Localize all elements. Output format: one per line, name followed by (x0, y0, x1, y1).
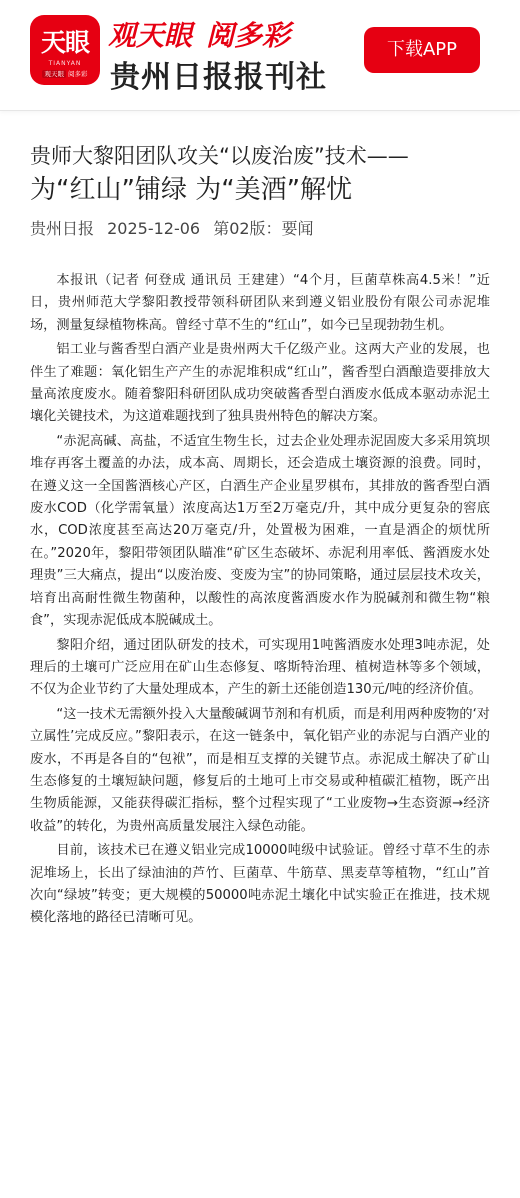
article-title: 为“红山”铺绿 为“美酒”解忧 (30, 175, 353, 205)
brand-name: 贵州日报报刊社 (110, 60, 327, 95)
article-kicker: 贵师大黎阳团队攻关“以废治废”技术—— (30, 144, 409, 168)
article-source: 贵州日报 (30, 219, 95, 238)
article-body (30, 270, 490, 932)
brand-slogan (108, 14, 290, 54)
tianyan-app-logo-icon[interactable] (30, 15, 100, 85)
logo-tag: 观天眼 阅多彩 (44, 70, 88, 78)
download-app-button[interactable]: 下载APP (364, 27, 480, 73)
logo-subtext: TIANYAN (48, 60, 82, 67)
article-header (30, 140, 490, 242)
paragraph: 铝工业与酱香型白酒产业是贵州两大千亿级产业。这两大产业的发展，也伴生了难题：氧化铝生产产生的赤泥堆积成“红山”，酱香型白酒酿造要排放大量高浓度废水。随着黎阳科研团队成功突破酱香型白酒废水低成本驱动赤泥土壤化关键技术，为这道难题找到了独具贵州特色的解决方案。 (30, 342, 490, 425)
paragraph: 黎阳介绍，通过团队研发的技术，可实现用1吨酱酒废水处理3吨赤泥，处理后的土壤可广泛应用在矿山生态修复、喀斯特治理、植树造林等多个领域，不仅为企业节约了大量处理成本，产生的新土还能创造130元/吨的经济价值。 (30, 637, 490, 698)
paragraph: 本报讯（记者 何登成 通讯员 王建建）“4个月，巨菌草株高4.5米！”近日，贵州师范大学黎阳教授带领科研团队来到遵义铝业股份有限公司赤泥堆场，测量复绿植物株高。曾经寸草不生的“红山”，如今已呈现勃勃生机。 (30, 273, 490, 333)
logo-glyph: 天眼 (40, 28, 89, 57)
paragraph: “赤泥高碱、高盐，不适宜生物生长，过去企业处理赤泥固废大多采用筑坝堆存再客土覆盖的办法，成本高、周期长，还会造成土壤资源的浪费。同时，在遵义这一全国酱酒核心产区，白酒生产企业星罗棋布，其排放的酱香型白酒废水COD（化学需氧量）浓度高达1万至2万毫克/升，其中成分更复杂的窖底水，COD浓度甚至高达20万毫克/升，处置极为困难，一直是酒企的烦忧所在。”2020年，黎阳带领团队瞄准“矿区生态破坏、赤泥利用率低、酱酒废水处理贵”三大痛点，提出“以废治废、变废为宝”的协同策略，通过层层技术攻关，培育出高耐性微生物菌种，以酸性的高浓度酱酒废水作为脱碱剂和微生物“粮食”，实现赤泥低成本脱碱成土。 (30, 433, 490, 629)
paragraph: “这一技术无需额外投入大量酸碱调节剂和有机质，而是利用两种废物的‘对立属性’完成反应。”黎阳表示，在这一链条中，氧化铝产业的赤泥与白酒产业的废水，不再是各自的“包袱”，而是相互支撑的关键节点。赤泥成土解决了矿山生态修复的土壤短缺问题，修复后的土地可上市交易或种植碳汇植物，既产出生物质能源，又能获得碳汇指标，整个过程实现了“工业废物→生态资源→经济收益”的转化，为贵州高质量发展注入绿色动能。 (30, 706, 490, 834)
brand-slogan-part1: 观天眼 (108, 19, 193, 52)
top-banner (0, 0, 520, 111)
article-edition: 第02版：要闻 (213, 219, 314, 238)
article-meta (30, 216, 490, 242)
brand-slogan-part2: 阅多彩 (206, 19, 291, 52)
paragraph: 目前，该技术已在遵义铝业完成10000吨级中试验证。曾经寸草不生的赤泥堆场上，长出了绿油油的芦竹、巨菌草、牛筋草、黑麦草等植物，“红山”首次向“绿坡”转变；更大规模的50000吨赤泥土壤化中试实验正在推进，技术规模化落地的路径已清晰可见。 (30, 843, 490, 926)
article-date: 2025-12-06 (107, 219, 201, 238)
